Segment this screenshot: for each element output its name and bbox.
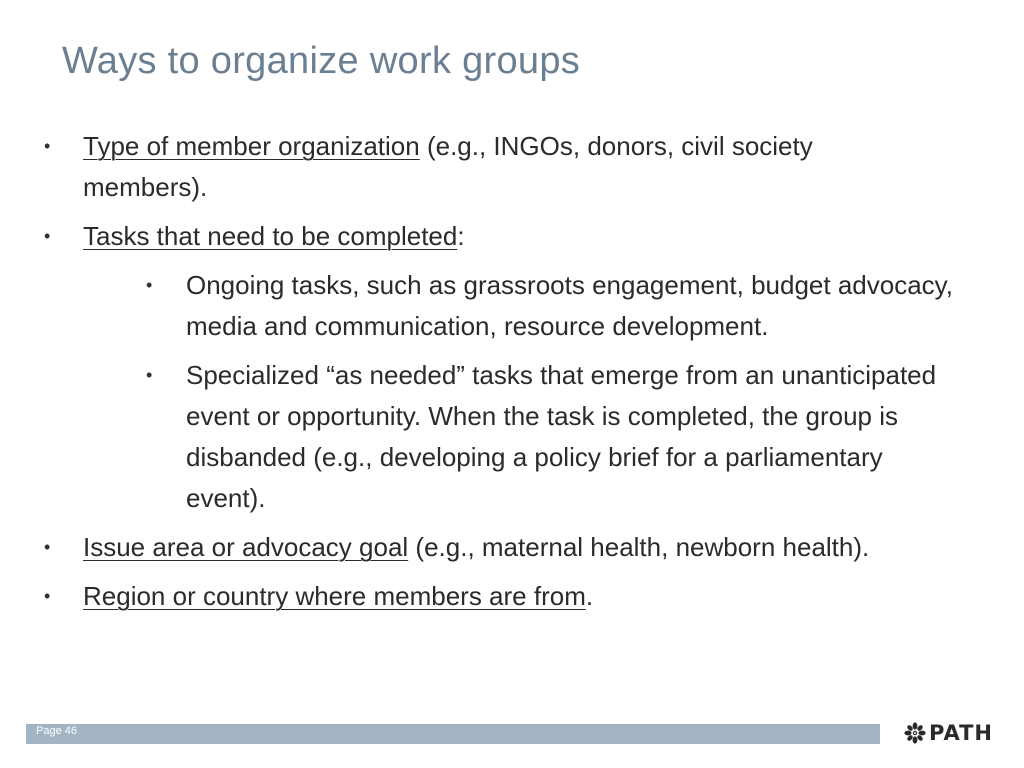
bullet-text: (e.g., maternal health, newborn health).	[408, 532, 870, 562]
sub-bullet-marker: •	[146, 275, 153, 295]
bullet-marker: •	[44, 537, 51, 557]
bullet-item-member-type	[0, 126, 883, 208]
bullet-underlined-text: Tasks that need to be completed	[83, 221, 458, 251]
bullet-item-region	[0, 576, 883, 617]
bullet-marker: •	[44, 136, 51, 156]
bullet-list	[0, 126, 1024, 625]
logo-text: PATH	[929, 721, 993, 745]
bullet-underlined-text: Type of member organization	[83, 131, 420, 161]
bullet-text: :	[457, 221, 465, 251]
bullet-underlined-text: Issue area or advocacy goal	[83, 532, 409, 562]
bullet-text: (e.g., INGOs, donors, civil society members).	[83, 131, 813, 202]
sub-bullet-text: Specialized “as needed” tasks that emerge from an unanticipated event or opportunity. When the task is completed, the group is disbanded (e.g., developing a policy brief for a parliamentary event).	[186, 360, 937, 513]
sub-bullet-text: Ongoing tasks, such as grassroots engagement, budget advocacy, media and communication, resource development.	[186, 270, 953, 341]
sub-bullet-marker: •	[146, 365, 153, 385]
bullet-text: .	[585, 581, 594, 611]
path-logo-icon	[903, 721, 927, 745]
bullet-item-tasks	[0, 216, 883, 257]
path-logo	[903, 718, 993, 748]
bullet-marker: •	[44, 586, 51, 606]
sub-bullet-item-specialized	[0, 355, 956, 519]
bullet-item-issue-area	[0, 527, 883, 568]
bullet-marker: •	[44, 226, 51, 246]
slide-title: Ways to organize work groups	[62, 40, 581, 82]
page-number: Page 46	[36, 725, 77, 737]
footer-bar	[26, 724, 880, 744]
bullet-underlined-text: Region or country where members are from	[83, 581, 586, 611]
sub-bullet-item-ongoing	[0, 265, 956, 347]
